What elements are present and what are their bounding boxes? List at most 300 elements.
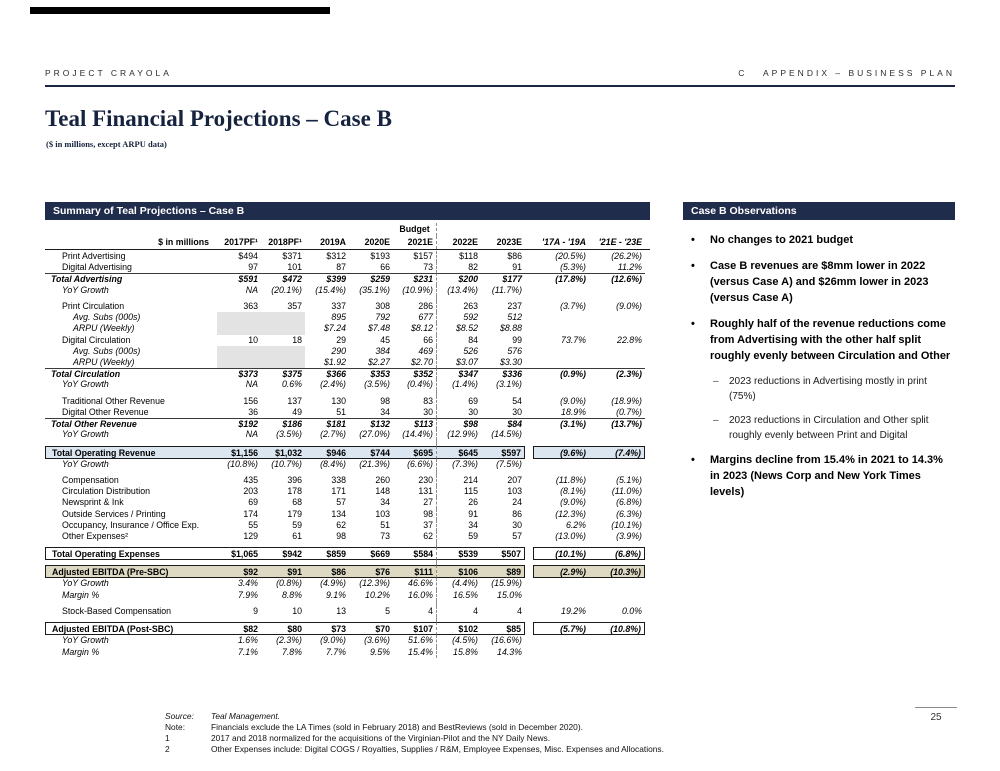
value-cell: $347 bbox=[437, 368, 481, 379]
value-cell: $193 bbox=[370, 251, 390, 261]
value-cell: 55 bbox=[248, 519, 258, 530]
cagr-cell bbox=[533, 346, 589, 357]
page-number-value: 25 bbox=[930, 712, 942, 723]
value-cell: 68 bbox=[292, 497, 302, 508]
cagr-cell bbox=[589, 379, 645, 390]
value-cell: 469 bbox=[393, 346, 437, 357]
value-cell: $399 bbox=[305, 273, 349, 284]
value-cell bbox=[217, 312, 261, 323]
value-cell: $312 bbox=[326, 251, 346, 261]
value-cell: 435 bbox=[243, 474, 258, 485]
value-cell: 130 bbox=[331, 395, 346, 406]
value-cell: 13 bbox=[336, 606, 346, 616]
value-cell: $695 bbox=[393, 446, 437, 459]
bullet-icon: • bbox=[691, 260, 695, 272]
value-cell: 36 bbox=[248, 406, 258, 417]
value-cell: $91 bbox=[261, 565, 305, 578]
value-cell: (15.9%) bbox=[491, 578, 522, 589]
cagr-cell bbox=[533, 578, 589, 589]
value-cell: 49 bbox=[292, 406, 302, 417]
row-gap bbox=[525, 368, 533, 379]
table-row bbox=[45, 459, 650, 470]
row-label: Digital Other Revenue bbox=[62, 406, 149, 417]
value-cell: 156 bbox=[243, 395, 258, 406]
table-row bbox=[45, 509, 650, 520]
value-cell: $946 bbox=[305, 446, 349, 459]
value-cell: 592 bbox=[463, 312, 478, 323]
value-cell: 16.0% bbox=[393, 590, 437, 601]
value-cell: 101 bbox=[287, 262, 302, 273]
value-cell: 98 bbox=[393, 509, 437, 520]
value-cell: $113 bbox=[393, 418, 437, 429]
row-label: Total Operating Revenue bbox=[45, 446, 217, 459]
table-row bbox=[45, 606, 650, 617]
cagr-cell: 18.9% bbox=[561, 406, 586, 417]
value-cell: 148 bbox=[375, 486, 390, 497]
value-cell: $371 bbox=[282, 251, 302, 261]
column-header-year: 2023E bbox=[496, 237, 522, 247]
value-cell: (16.6%) bbox=[491, 635, 522, 646]
cagr-cell: (2.3%) bbox=[589, 368, 645, 379]
value-cell: (10.9%) bbox=[393, 285, 437, 296]
value-cell: 51 bbox=[380, 519, 390, 530]
project-name: PROJECT CRAYOLA bbox=[45, 68, 172, 78]
table-row bbox=[45, 301, 650, 312]
value-cell: $3.07 bbox=[455, 356, 478, 367]
value-cell: $106 bbox=[437, 565, 481, 578]
value-cell: 84 bbox=[468, 334, 478, 345]
row-gap bbox=[525, 531, 533, 542]
row-gap bbox=[525, 475, 533, 486]
footnote-line bbox=[165, 733, 664, 744]
value-cell: $494 bbox=[238, 251, 258, 261]
value-cell: $539 bbox=[437, 547, 481, 560]
value-cell: (12.3%) bbox=[359, 578, 390, 589]
value-cell: $132 bbox=[349, 418, 393, 429]
value-cell: 62 bbox=[336, 519, 346, 530]
value-cell: $118 bbox=[459, 251, 478, 261]
row-label: Print Advertising bbox=[62, 251, 126, 261]
value-cell: 24 bbox=[512, 497, 522, 508]
cagr-cell: 11.2% bbox=[617, 262, 642, 273]
row-label: Avg. Subs (000s) bbox=[73, 345, 141, 356]
value-cell: $192 bbox=[217, 418, 261, 429]
value-cell: 51.6% bbox=[393, 635, 437, 646]
value-cell: (7.3%) bbox=[452, 458, 478, 469]
value-cell: (0.4%) bbox=[393, 379, 437, 390]
footnote-prefix: 1 bbox=[165, 733, 170, 743]
value-cell: 129 bbox=[243, 530, 258, 541]
value-cell: 30 bbox=[512, 406, 522, 417]
value-cell: 99 bbox=[512, 334, 522, 345]
cagr-cell: (10.1%) bbox=[611, 519, 642, 530]
footnote-prefix: Source: bbox=[165, 711, 194, 721]
table-row bbox=[45, 407, 650, 418]
bullet-icon: • bbox=[691, 318, 695, 330]
value-cell: $669 bbox=[349, 547, 393, 560]
row-gap bbox=[525, 459, 533, 470]
footnote-line bbox=[165, 744, 664, 755]
row-label: Total Advertising bbox=[45, 273, 217, 284]
cagr-cell: 0.0% bbox=[621, 606, 642, 616]
column-header-row bbox=[45, 236, 650, 250]
cagr-cell bbox=[589, 323, 645, 334]
table-row bbox=[45, 368, 650, 379]
value-cell: $181 bbox=[305, 418, 349, 429]
cagr-cell: (10.3%) bbox=[589, 565, 645, 578]
value-cell: $231 bbox=[393, 273, 437, 284]
value-cell: 10.2% bbox=[365, 589, 390, 600]
value-cell: 87 bbox=[336, 262, 346, 273]
table-row bbox=[45, 346, 650, 357]
table-row bbox=[45, 335, 650, 346]
row-gap bbox=[525, 251, 533, 262]
value-cell bbox=[261, 323, 305, 334]
cagr-cell bbox=[589, 429, 645, 440]
cagr-cell: (20.5%) bbox=[555, 251, 586, 261]
value-cell: (8.4%) bbox=[320, 458, 346, 469]
table-row bbox=[45, 251, 650, 262]
header-rule bbox=[45, 85, 955, 87]
table-row bbox=[45, 520, 650, 531]
value-cell: 10 bbox=[292, 606, 302, 616]
row-gap bbox=[525, 418, 533, 429]
cagr-cell: (10.1%) bbox=[533, 547, 589, 560]
cagr-cell: 22.8% bbox=[617, 334, 642, 345]
observation-text: Case B revenues are $8mm lower in 2022 (versus Case A) and $26mm lower in 2023 (versus Case A) bbox=[710, 260, 929, 304]
value-cell: 308 bbox=[375, 300, 390, 311]
value-cell: 18 bbox=[292, 334, 302, 345]
value-cell: (2.4%) bbox=[320, 379, 346, 390]
cagr-cell bbox=[589, 647, 645, 658]
value-cell: (27.0%) bbox=[359, 429, 390, 440]
observations-title-bar bbox=[683, 202, 955, 220]
observation-text: Margins decline from 15.4% in 2021 to 14.3% in 2023 (News Corp and New York Times levels) bbox=[710, 454, 943, 498]
table-body bbox=[45, 251, 650, 658]
value-cell: (3.6%) bbox=[364, 635, 390, 646]
page-subtitle: ($ in millions, except ARPU data) bbox=[46, 139, 167, 149]
value-cell bbox=[217, 357, 261, 368]
value-cell: 16.5% bbox=[453, 589, 478, 600]
budget-row-cell bbox=[533, 223, 589, 236]
value-cell: $507 bbox=[481, 547, 525, 560]
value-cell: 97 bbox=[248, 262, 258, 273]
table-row bbox=[45, 396, 650, 407]
cagr-cell: (9.0%) bbox=[560, 497, 586, 508]
value-cell: 237 bbox=[507, 300, 522, 311]
value-cell: 338 bbox=[331, 474, 346, 485]
value-cell bbox=[217, 323, 261, 334]
budget-row-cell bbox=[481, 223, 525, 236]
row-label: Digital Advertising bbox=[62, 262, 132, 273]
cagr-cell: (12.6%) bbox=[589, 273, 645, 284]
cagr-cell: (11.0%) bbox=[611, 486, 642, 497]
value-cell: 115 bbox=[463, 486, 478, 497]
value-cell: $3.30 bbox=[499, 356, 522, 367]
row-label: Total Circulation bbox=[45, 368, 217, 379]
observations-panel bbox=[683, 202, 955, 510]
value-cell: 207 bbox=[507, 474, 522, 485]
cagr-cell: 6.2% bbox=[565, 519, 586, 530]
cagr-cell bbox=[533, 590, 589, 601]
value-cell: 30 bbox=[393, 407, 437, 418]
value-cell: $82 bbox=[217, 622, 261, 635]
table-row bbox=[45, 486, 650, 497]
value-cell: $186 bbox=[261, 418, 305, 429]
value-cell: 34 bbox=[468, 519, 478, 530]
appendix-label: C APPENDIX – BUSINESS PLAN bbox=[738, 68, 955, 78]
value-cell: (9.0%) bbox=[320, 635, 346, 646]
value-cell: 7.1% bbox=[237, 646, 258, 657]
value-cell: $597 bbox=[481, 446, 525, 459]
value-cell: 59 bbox=[468, 530, 478, 541]
value-cell: 9.5% bbox=[369, 646, 390, 657]
dash-icon: – bbox=[713, 376, 719, 387]
value-cell: (0.8%) bbox=[276, 578, 302, 589]
row-gap bbox=[525, 357, 533, 368]
value-cell: 174 bbox=[243, 508, 258, 519]
value-cell: 69 bbox=[468, 395, 478, 406]
cagr-cell bbox=[589, 590, 645, 601]
value-cell: 54 bbox=[512, 395, 522, 406]
value-cell: 677 bbox=[393, 312, 437, 323]
cagr-cell: (6.3%) bbox=[616, 508, 642, 519]
table-row bbox=[45, 446, 650, 459]
value-cell: 10 bbox=[248, 334, 258, 345]
budget-row-cell bbox=[261, 223, 305, 236]
cagr-cell bbox=[533, 459, 589, 470]
value-cell: 357 bbox=[287, 300, 302, 311]
footnote-text: 2017 and 2018 normalized for the acquisitions of the Virginian-Pilot and the NY Daily News. bbox=[211, 733, 551, 743]
bullet-icon: • bbox=[691, 454, 695, 466]
table-row bbox=[45, 475, 650, 486]
value-cell: (2.7%) bbox=[320, 429, 346, 440]
value-cell: $353 bbox=[349, 368, 393, 379]
observation-text: 2023 reductions in Circulation and Other split roughly evenly between Print and Digital bbox=[729, 415, 929, 441]
row-gap bbox=[525, 497, 533, 508]
value-cell: $744 bbox=[349, 446, 393, 459]
value-cell: 98 bbox=[380, 395, 390, 406]
value-cell: $111 bbox=[393, 565, 437, 578]
value-cell: 91 bbox=[512, 262, 522, 273]
value-cell: $85 bbox=[481, 622, 525, 635]
cagr-cell bbox=[533, 323, 589, 334]
value-cell: 66 bbox=[380, 262, 390, 273]
value-cell: 171 bbox=[331, 486, 346, 497]
row-label: Avg. Subs (000s) bbox=[73, 312, 141, 323]
cagr-cell: (13.7%) bbox=[589, 418, 645, 429]
table-row bbox=[45, 547, 650, 560]
value-cell: $2.27 bbox=[367, 356, 390, 367]
row-label: YoY Growth bbox=[62, 458, 109, 469]
footnote-prefix: Note: bbox=[165, 722, 186, 732]
value-cell: NA bbox=[245, 429, 258, 440]
value-cell: 286 bbox=[393, 301, 437, 312]
value-cell: (21.3%) bbox=[359, 458, 390, 469]
table-row bbox=[45, 312, 650, 323]
value-cell: 26 bbox=[468, 497, 478, 508]
slide-header bbox=[45, 68, 955, 78]
value-cell: (20.1%) bbox=[271, 284, 302, 295]
value-cell: $76 bbox=[349, 565, 393, 578]
row-label: Adjusted EBITDA (Pre-SBC) bbox=[45, 565, 217, 578]
value-cell: $859 bbox=[305, 547, 349, 560]
row-gap bbox=[525, 647, 533, 658]
header-gap bbox=[525, 236, 533, 249]
value-cell: $157 bbox=[393, 251, 437, 262]
row-label: Total Other Revenue bbox=[45, 418, 217, 429]
row-gap bbox=[525, 635, 533, 646]
value-cell: 203 bbox=[243, 486, 258, 497]
column-header-year: 2022E bbox=[452, 237, 478, 247]
value-cell: 62 bbox=[393, 531, 437, 542]
observation-item bbox=[691, 452, 953, 500]
value-cell: $80 bbox=[261, 622, 305, 635]
budget-row-cell bbox=[217, 223, 261, 236]
value-cell bbox=[261, 312, 305, 323]
value-cell: $1.92 bbox=[323, 356, 346, 367]
value-cell: 895 bbox=[331, 312, 346, 323]
value-cell: 98 bbox=[336, 530, 346, 541]
row-label: ARPU (Weekly) bbox=[73, 323, 135, 334]
table-title: Summary of Teal Projections – Case B bbox=[53, 205, 245, 217]
row-gap bbox=[525, 622, 533, 635]
observation-item bbox=[691, 232, 953, 248]
row-label: Compensation bbox=[62, 474, 119, 485]
dash-icon: – bbox=[713, 415, 719, 426]
table-row bbox=[45, 635, 650, 646]
cagr-cell: (13.0%) bbox=[555, 530, 586, 541]
table-row bbox=[45, 273, 650, 284]
value-cell: 27 bbox=[393, 497, 437, 508]
observations-list bbox=[683, 220, 955, 500]
value-cell: 7.7% bbox=[325, 646, 346, 657]
value-cell: $645 bbox=[437, 446, 481, 459]
value-cell: 59 bbox=[292, 519, 302, 530]
table-title-bar bbox=[45, 202, 650, 220]
cagr-cell bbox=[589, 635, 645, 646]
column-header-label: $ in millions bbox=[158, 237, 209, 247]
value-cell: 526 bbox=[463, 345, 478, 356]
value-cell: $336 bbox=[481, 368, 525, 379]
cagr-cell: 19.2% bbox=[561, 606, 586, 616]
observation-text: 2023 reductions in Advertising mostly in print (75%) bbox=[729, 376, 927, 402]
value-cell: 34 bbox=[380, 406, 390, 417]
cagr-cell bbox=[533, 635, 589, 646]
value-cell: 46.6% bbox=[393, 578, 437, 589]
budget-row-cell bbox=[349, 223, 393, 236]
projections-section bbox=[45, 202, 650, 658]
row-gap bbox=[525, 509, 533, 520]
row-gap bbox=[525, 335, 533, 346]
value-cell: 4 bbox=[393, 606, 437, 617]
value-cell: (12.9%) bbox=[447, 429, 478, 440]
value-cell: 103 bbox=[375, 508, 390, 519]
table-row bbox=[45, 429, 650, 440]
footnotes bbox=[165, 711, 664, 755]
value-cell: $86 bbox=[305, 565, 349, 578]
observation-item bbox=[691, 258, 953, 306]
cagr-cell: (9.6%) bbox=[533, 446, 589, 459]
value-cell: (2.3%) bbox=[276, 635, 302, 646]
value-cell bbox=[217, 346, 261, 357]
cagr-cell bbox=[533, 285, 589, 296]
value-cell: 15.0% bbox=[497, 589, 522, 600]
value-cell: 66 bbox=[393, 335, 437, 346]
value-cell: 103 bbox=[507, 486, 522, 497]
value-cell: $8.88 bbox=[499, 323, 522, 334]
cagr-cell: 73.7% bbox=[561, 334, 586, 345]
observation-text: No changes to 2021 budget bbox=[710, 234, 854, 246]
table-row bbox=[45, 590, 650, 601]
table-row bbox=[45, 565, 650, 578]
row-label: Margin % bbox=[62, 589, 100, 600]
bullet-icon: • bbox=[691, 234, 695, 246]
row-label: Other Expenses² bbox=[62, 530, 129, 541]
table-row bbox=[45, 647, 650, 658]
budget-row-gap bbox=[525, 223, 533, 236]
value-cell: $89 bbox=[481, 565, 525, 578]
value-cell: 363 bbox=[243, 300, 258, 311]
value-cell: $472 bbox=[261, 273, 305, 284]
value-cell: 51 bbox=[336, 406, 346, 417]
value-cell: 15.8% bbox=[453, 646, 478, 657]
value-cell: 214 bbox=[463, 474, 478, 485]
cagr-cell: (0.7%) bbox=[616, 406, 642, 417]
budget-row bbox=[45, 223, 650, 236]
value-cell: 7.8% bbox=[281, 646, 302, 657]
value-cell: 0.6% bbox=[281, 379, 302, 390]
value-cell: $98 bbox=[437, 418, 481, 429]
value-cell: $177 bbox=[481, 273, 525, 284]
row-gap bbox=[525, 285, 533, 296]
cagr-cell: (12.3%) bbox=[555, 508, 586, 519]
value-cell: $92 bbox=[217, 565, 261, 578]
row-label: YoY Growth bbox=[62, 284, 109, 295]
row-label: Print Circulation bbox=[62, 300, 125, 311]
value-cell: 396 bbox=[287, 474, 302, 485]
value-cell: 30 bbox=[468, 406, 478, 417]
value-cell: $373 bbox=[217, 368, 261, 379]
value-cell: 61 bbox=[292, 530, 302, 541]
table-row bbox=[45, 578, 650, 589]
value-cell: (3.5%) bbox=[364, 379, 390, 390]
value-cell: (7.5%) bbox=[496, 458, 522, 469]
value-cell: 73 bbox=[393, 262, 437, 273]
table-row bbox=[45, 418, 650, 429]
observation-sub-item bbox=[713, 413, 953, 443]
value-cell: 8.8% bbox=[281, 589, 302, 600]
value-cell: $8.12 bbox=[393, 323, 437, 334]
row-gap bbox=[525, 379, 533, 390]
value-cell: 30 bbox=[512, 519, 522, 530]
value-cell: 34 bbox=[380, 497, 390, 508]
row-label: Adjusted EBITDA (Post-SBC) bbox=[45, 622, 217, 635]
page-number bbox=[915, 707, 957, 723]
value-cell: $1,156 bbox=[217, 446, 261, 459]
budget-row-cell bbox=[589, 223, 645, 236]
column-header-year: 2019A bbox=[320, 237, 346, 247]
row-label: YoY Growth bbox=[62, 578, 109, 589]
cagr-cell: (26.2%) bbox=[611, 251, 642, 261]
row-gap bbox=[525, 606, 533, 617]
footnote-text: Financials exclude the LA Times (sold in February 2018) and BestReviews (sold in December 2020). bbox=[211, 722, 583, 732]
row-gap bbox=[525, 346, 533, 357]
column-header-year: 2018PF¹ bbox=[268, 237, 302, 247]
observation-sub-item bbox=[713, 374, 953, 404]
value-cell: $584 bbox=[393, 547, 437, 560]
row-label: Total Operating Expenses bbox=[45, 547, 217, 560]
